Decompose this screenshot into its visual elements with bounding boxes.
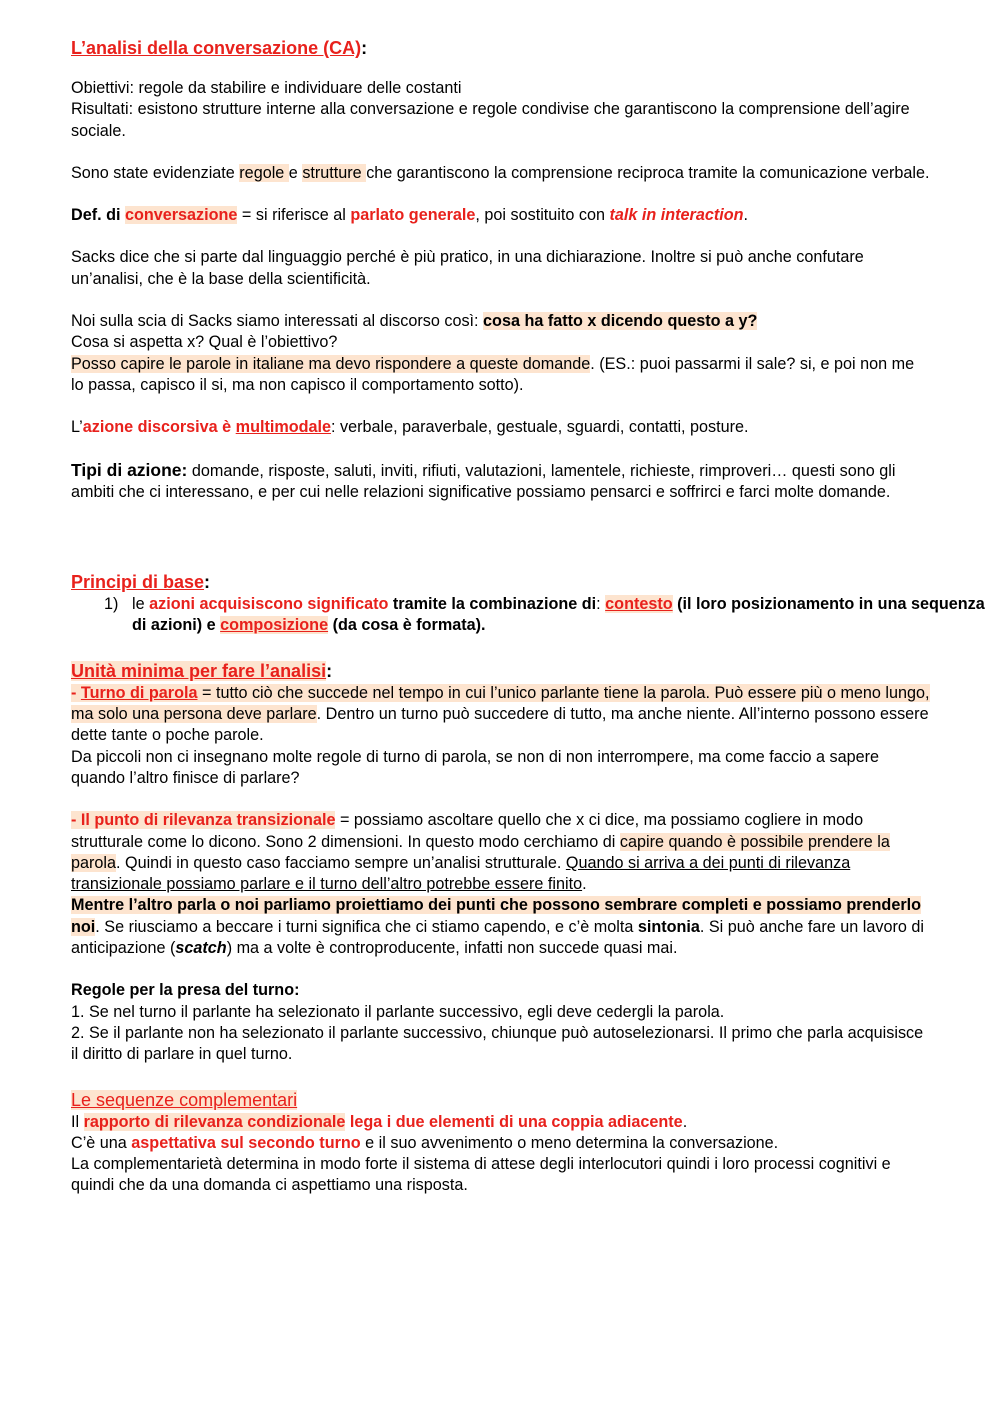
regola-2: 2. Se il parlante non ha selezionato il parlante successivo, chiunque può autoselezionarsi. Il primo che parla acquisisce il diritto di parlare in quel turno. — [71, 1023, 924, 1064]
text-run: Principi di base — [71, 572, 205, 593]
text-run: : — [204, 572, 211, 593]
text-run: talk in interaction — [609, 206, 744, 225]
text-run: e il suo avvenimento o meno determina la conversazione. — [360, 1133, 779, 1152]
text-run: Posso capire le parole in italiane ma devo rispondere a queste domande — [71, 354, 591, 373]
sacks-paragraph: Sacks dice che si parte dal linguaggio perché è più pratico, in una dichiarazione. Inoltre si può anche confutare un’analisi, che è la base della scientificità. — [71, 248, 864, 288]
text-run: azione discorsiva è — [82, 418, 236, 437]
posso-capire-paragraph — [71, 354, 931, 397]
section-title-sequenze — [71, 1088, 1000, 1112]
list-item — [104, 594, 1000, 637]
section-title-ca — [71, 36, 1000, 60]
text-run: . Se riusciamo a beccare i turni significa che ci stiamo capendo, e c’è molta — [95, 917, 638, 936]
text-run: conversazione — [124, 206, 238, 225]
text-run: - — [71, 683, 81, 702]
principi-list — [71, 594, 1000, 637]
complementarieta-paragraph: La complementarietà determina in modo forte il sistema di attese degli interlocutori quindi i loro processi cognitivi e quindi che da una domanda ci aspettiamo una risposta. — [71, 1155, 891, 1195]
text-run: cosa ha fatto x dicendo questo a y? — [483, 312, 758, 331]
text-run: Turno di parola — [80, 683, 198, 702]
text-run: = possiamo ascoltare quello che x ci dice, ma possiamo cogliere in modo strutturale come lo dicono. Sono 2 dimensioni. In questo modo cerchiamo di — [71, 811, 864, 851]
text-run: . Si può anche fare un lavoro di anticipazione ( — [71, 917, 924, 958]
rapporto-rilevanza-paragraph — [71, 1112, 931, 1133]
text-run: composizione — [220, 616, 329, 635]
text-run: aspettativa sul secondo turno — [131, 1133, 361, 1152]
text-run: tramite la combinazione di — [388, 595, 597, 614]
text-run: Def. di — [71, 206, 125, 225]
text-run: - — [71, 811, 81, 830]
text-run: che garantiscono la comprensione reciproca tramite la comunicazione verbale. — [366, 163, 930, 182]
text-run: Mentre l’altro parla o noi parliamo proiettiamo dei punti che possono sembrare completi e possiamo prenderlo noi — [71, 896, 922, 936]
text-run: lega i due elementi di una coppia adiacente — [345, 1112, 683, 1131]
obiettivi-line: Obiettivi: regole da stabilire e individuare delle costanti — [71, 79, 462, 97]
text-run: regole — [239, 163, 289, 182]
text-run: azioni acquisiscono significato — [149, 595, 389, 614]
azione-discorsiva-paragraph — [71, 417, 931, 438]
text-run: Il punto di rilevanza transizionale — [80, 811, 336, 830]
text-run: . — [743, 206, 749, 225]
text-run: . (ES.: puoi passarmi il sale? si, e poi non me lo passa, capisco il si, ma non capisco il comportamento sotto). — [71, 354, 915, 394]
aspettativa-paragraph — [71, 1133, 931, 1154]
turno-paragraph — [71, 683, 931, 747]
section-title-principi — [71, 570, 1000, 594]
text-run: , poi sostituito con — [475, 206, 610, 225]
cosa-si-aspetta-line: Cosa si aspetta x? Qual è l’obiettivo? — [71, 333, 338, 352]
text-run: contesto — [605, 595, 673, 614]
text-run: e — [288, 163, 303, 182]
text-run: (da cosa è formata). — [328, 616, 486, 635]
text-run: . Dentro un turno può succedere di tutto, ma anche niente. All’interno possono essere dette tante o poche parole. — [71, 705, 929, 745]
text-run: . — [682, 1112, 688, 1131]
text-run: C’è una — [71, 1133, 132, 1152]
section-title-unita-minima — [71, 659, 1000, 683]
text-run: . Quindi in questo caso facciamo sempre un’analisi strutturale. — [116, 853, 566, 872]
text-run: . — [582, 875, 587, 894]
text-run: Noi sulla scia di Sacks siamo interessati al discorso così: — [71, 312, 484, 331]
text-run: Sono state evidenziate — [71, 163, 240, 182]
text-run: : — [361, 38, 368, 58]
regole-presa-turno-title: Regole per la presa del turno: — [71, 981, 300, 1000]
text-run: parlato generale — [350, 206, 476, 225]
text-run: Quando si arriva a dei punti di rilevanza transizionale possiamo parlare e il turno dell’altro potrebbe essere finito — [71, 853, 851, 894]
text-run: : — [596, 595, 606, 614]
punto-rilevanza-paragraph — [71, 810, 931, 895]
tipi-di-azione-paragraph — [71, 460, 931, 504]
text-run: domande, risposte, saluti, inviti, rifiuti, valutazioni, lamentele, richieste, rimproveri… questi sono gli ambiti che ci interessano, e per cui nelle relazioni significative possiamo pensarci e soffrirci e farci molte domande. — [71, 461, 896, 501]
text-run: scatch — [175, 939, 227, 958]
text-run: ) ma a volte è controproducente, infatti non succede quasi mai. — [226, 939, 678, 958]
text-run: rapporto di rilevanza condizionale — [83, 1112, 346, 1131]
text-run: Tipi di azione: — [71, 459, 188, 480]
text-run: multimodale — [235, 418, 332, 437]
risultati-paragraph: Risultati: esistono strutture interne alla conversazione e regole condivise che garantiscono la comprensione dell’agire sociale. — [71, 100, 910, 140]
text-run: = si riferisce al — [237, 206, 351, 225]
text-run: : — [326, 660, 333, 681]
text-run: Il — [71, 1112, 84, 1131]
regole-strutture-paragraph — [71, 163, 931, 184]
noi-paragraph — [71, 311, 931, 332]
text-run: capire quando è possibile prendere la parola — [71, 832, 890, 872]
text-run: L’analisi della conversazione (CA) — [71, 38, 362, 58]
text-run: le — [132, 595, 150, 614]
text-run: Unità minima per fare l’analisi — [71, 660, 327, 681]
text-run: L’ — [71, 418, 83, 437]
mentre-paragraph — [71, 895, 931, 959]
text-run: 1) — [104, 595, 119, 614]
text-run: strutture — [302, 163, 367, 182]
text-run: Le sequenze complementari — [71, 1089, 298, 1110]
text-run: : verbale, paraverbale, gestuale, sguardi, contatti, posture. — [331, 418, 749, 437]
piccoli-paragraph: Da piccoli non ci insegnano molte regole di turno di parola, se non di non interrompere, ma come faccio a sapere quando l’altro finisce di parlare? — [71, 747, 880, 787]
text-run: (il loro posizionamento in una sequenza di azioni) e — [132, 595, 985, 635]
definition-conversazione — [71, 205, 931, 226]
text-run: sintonia — [637, 917, 700, 936]
regola-1: 1. Se nel turno il parlante ha selezionato il parlante successivo, egli deve cedergli la parola. — [71, 1002, 725, 1021]
text-run: = tutto ciò che succede nel tempo in cui l’unico parlante tiene la parola. Può essere più o meno lungo, ma solo una persona deve parlare — [71, 683, 930, 724]
